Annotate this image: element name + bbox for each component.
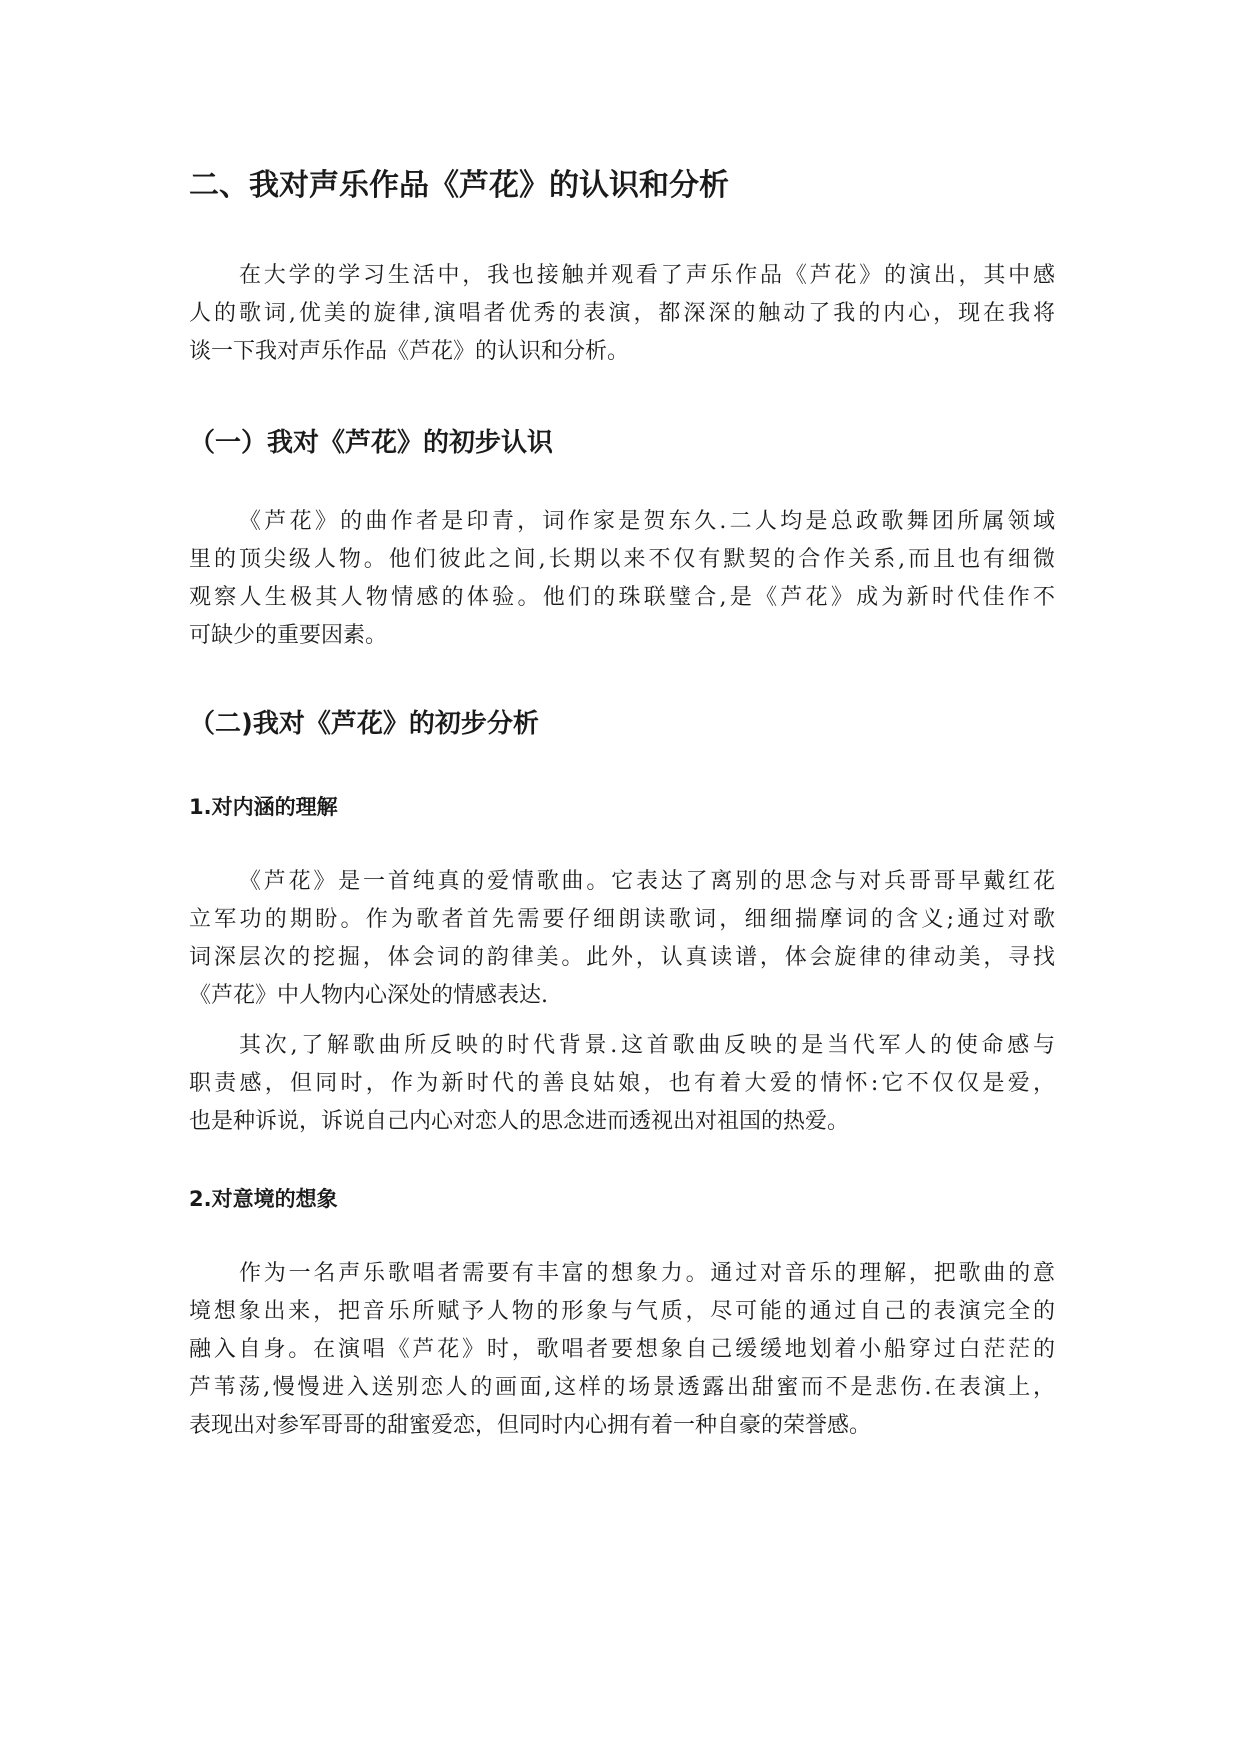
- intro-paragraph: [189, 257, 1055, 371]
- paragraph-line: 也是种诉说，诉说自己内心对恋人的思念进而透视出对祖国的热爱。: [189, 1109, 850, 1134]
- paragraph-line: 《芦花》中人物内心深处的情感表达.: [189, 983, 548, 1008]
- main-heading: 二、我对声乐作品《芦花》的认识和分析: [189, 168, 729, 203]
- paragraph-line: 《芦花》的曲作者是印青，词作家是贺东久.二人均是总政歌舞团所属领域: [239, 509, 1055, 534]
- paragraph-line: 可缺少的重要因素。: [189, 623, 388, 648]
- paragraph-line: 立军功的期盼。作为歌者首先需要仔细朗读歌词，细细揣摩词的含义;通过对歌: [189, 907, 1055, 932]
- subsection-2-paragraph: [189, 1255, 1055, 1445]
- paragraph-line: 芦苇荡,慢慢进入送别恋人的画面,这样的场景透露出甜蜜而不是悲伤.在表演上，: [189, 1375, 1055, 1400]
- paragraph-line: 融入自身。在演唱《芦花》时，歌唱者要想象自己缓缓地划着小船穿过白茫茫的: [189, 1337, 1055, 1362]
- paragraph-line: 词深层次的挖掘，体会词的韵律美。此外，认真读谱，体会旋律的律动美，寻找: [189, 945, 1055, 970]
- paragraph-line: 其次,了解歌曲所反映的时代背景.这首歌曲反映的是当代军人的使命感与: [239, 1033, 1055, 1058]
- section-1-heading: （一）我对《芦花》的初步认识: [189, 428, 554, 458]
- subsection-2-heading: 2.对意境的想象: [189, 1187, 338, 1211]
- paragraph-line: 表现出对参军哥哥的甜蜜爱恋，但同时内心拥有着一种自豪的荣誉感。: [189, 1413, 872, 1438]
- paragraph-line: 职责感，但同时，作为新时代的善良姑娘，也有着大爱的情怀:它不仅仅是爱，: [189, 1071, 1055, 1096]
- paragraph-line: 人的歌词,优美的旋律,演唱者优秀的表演，都深深的触动了我的内心，现在我将: [189, 301, 1055, 326]
- paragraph-line: 境想象出来，把音乐所赋予人物的形象与气质，尽可能的通过自己的表演完全的: [189, 1299, 1055, 1324]
- paragraph-line: 谈一下我对声乐作品《芦花》的认识和分析。: [189, 339, 630, 364]
- section-2-heading: （二)我对《芦花》的初步分析: [189, 709, 539, 739]
- paragraph-line: 里的顶尖级人物。他们彼此之间,长期以来不仅有默契的合作关系,而且也有细微: [189, 547, 1055, 572]
- paragraph-line: 观察人生极其人物情感的体验。他们的珠联璧合,是《芦花》成为新时代佳作不: [189, 585, 1055, 610]
- paragraph-line: 《芦花》是一首纯真的爱情歌曲。它表达了离别的思念与对兵哥哥早戴红花: [239, 869, 1055, 894]
- section-1-paragraph: [189, 503, 1055, 655]
- subsection-1-paragraph-2: [189, 1027, 1055, 1141]
- subsection-1-paragraph-1: [189, 863, 1055, 1015]
- subsection-1-heading: 1.对内涵的理解: [189, 795, 338, 819]
- paragraph-line: 在大学的学习生活中，我也接触并观看了声乐作品《芦花》的演出，其中感: [239, 263, 1055, 288]
- paragraph-line: 作为一名声乐歌唱者需要有丰富的想象力。通过对音乐的理解，把歌曲的意: [239, 1261, 1055, 1286]
